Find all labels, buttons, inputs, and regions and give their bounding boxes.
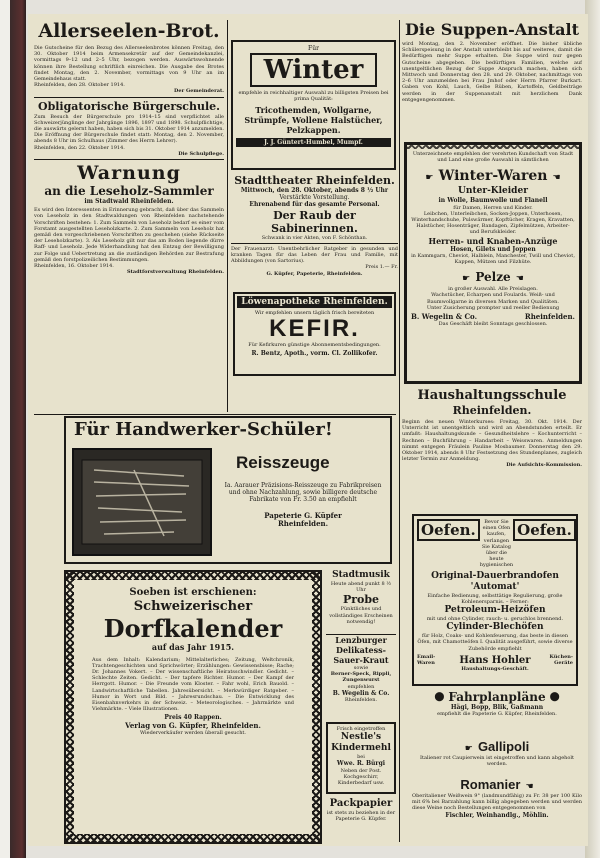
winter-pre: Für xyxy=(308,45,319,52)
kalender-publisher: Verlag von G. Küpfer, Rheinfelden. xyxy=(125,720,261,730)
divider xyxy=(34,159,224,160)
handwerker-product: Reisszeuge xyxy=(236,453,330,472)
allerseelen-date: Rheinfelden, den 28. Oktober 1914. xyxy=(34,82,125,89)
fahrplan-ad xyxy=(412,690,582,734)
oefen-foot: Haushaltungs-Geschäft. xyxy=(461,666,529,673)
handwerker-ad xyxy=(64,416,392,564)
packpapier-ad xyxy=(326,798,396,842)
winterwaren-list: Leibchen, Unterleibchen, Socken-Joppen, Unterhosen, Winterhandschuhe, Pulswärmer, Kopftücher, Kragen, Kravatten, Halstücher, Hosenträger, Bandagen, Zipfelmützen, Arbeiter- und Berufskleider. xyxy=(411,210,575,236)
sauerkraut-text: Berner-Speck, Rippli, Zungenwurst xyxy=(330,671,392,684)
theater-section xyxy=(231,174,398,286)
border-ornament xyxy=(312,572,320,842)
theater-sub: Verstärkte Vorstellung. xyxy=(279,194,350,202)
allerseelen-sign: Der Gemeinderat. xyxy=(174,88,224,95)
haushalt-title: Haushaltungsschule xyxy=(417,388,567,403)
winterwaren-pelze2: Wachstücher, Echarpen und Foulards. Weiß- und Baumwollgarne in diversen Marken und Qualitäten. xyxy=(427,292,559,305)
apotheke-product: KEFIR. xyxy=(269,315,360,343)
winter-title: Winter xyxy=(263,55,364,86)
handwerker-place: Rheinfelden. xyxy=(277,519,329,529)
compass-set-icon xyxy=(74,450,210,554)
bullet-icon: ⬤ xyxy=(434,692,445,702)
sauerkraut-text2: empfehlen xyxy=(347,683,375,690)
winter-frame xyxy=(250,53,377,87)
oefen-intro: Bevor Sie einen Ofen kaufen, verlangen Sie Katalog über die heute hygienischen xyxy=(479,519,514,569)
border-ornament xyxy=(407,145,579,149)
hand-left-icon: ☚ xyxy=(525,782,534,792)
winterwaren-sub1c: für Damen, Herren und Kinder. xyxy=(453,204,533,211)
apotheke-title: Löwenapotheke Rheinfelden. xyxy=(237,296,392,308)
theater-date: Mittwoch, den 28. Oktober, abends 8 ½ Uhr xyxy=(240,187,389,194)
winter-sign: J. J. Güntert-Humbel, Mumpf. xyxy=(236,138,391,147)
haushalt-text: Beginn des neuen Winterkurses: Freitag, 30. Okt. 1914. Der Unterricht ist unentgeltlich und wird an Abendstunden erteilt. Er umfaßt: Haushaltungskunde – Gesundheitslehre – Kochunterricht – Rechnen – Buchführung – Handarbeit – Weisswaren. Anmeldungen nimmt entgegen Fräulein Pauline Mosbaumer. Donnerstag den 29. Oktober 1914, abends 8 Uhr Festsetzung des Stundenplanes, zugleich letzter Termin zur Anmeldung. xyxy=(402,419,582,463)
winterwaren-sign-place: Rheinfelden. xyxy=(524,312,575,322)
border-ornament xyxy=(66,834,320,842)
theater-title: Stadttheater Rheinfelden. xyxy=(234,174,395,187)
nestle-ad xyxy=(326,722,396,794)
column-rule xyxy=(399,20,400,842)
winterwaren-sign: B. Wegelin & Co. xyxy=(411,312,478,322)
handwerker-title: Für Handwerker-Schüler! xyxy=(74,419,333,440)
packpapier-text: ist stets zu beziehen in der Papeterie G. Küpfer. xyxy=(326,810,396,823)
fahrplan-header xyxy=(412,690,582,704)
kalender-text: Aus dem Inhalt: Kalendarium; Mittelalterliches; Zeitung, Weltchronik, Trachtengeschichten und Sprichwörter; Erzählungen: Gewissensbisse; Rache; Dr. Johannes Vokert. – Der wissenschaftliche Heiratsschwindler. Gedicht. – Schlechte Zeiten. Gedicht. – Der tapfere Richter. Humor. – Der Kampf der Herrgott. Humor. – Die Freunde vom Kloster. – Fahr wohl, Erich Bauold. – Landwirtschaftliche Tabellen. Jahresübersicht. – Merkwürdiger Ratgeber. – Humor in Wort und Bild. – Jahresrundschau. – Die Entwicklung des Eisenbahnverkehrs in der Schweiz. – Meteorologisches. – Jahrmärkte und Viehmärkte. – Viele Illustrationen. xyxy=(92,656,294,713)
stadtmusik-probe: Probe xyxy=(342,593,380,607)
stadtmusik-ad xyxy=(326,570,396,630)
winterwaren-sign-row xyxy=(411,313,575,321)
oefen-text2: mit und ohne Cylinder, rauch- u. geruchlos brennend. xyxy=(426,616,564,623)
winterwaren-pelze3: Unter Zusicherung prompter und reeller Bedienung xyxy=(426,304,560,311)
book-spine xyxy=(0,0,26,858)
hand-right-icon: ☚ xyxy=(515,274,524,285)
nestle-sign: Wwe. R. Bürgi xyxy=(336,760,386,768)
romanier-title: Romanier xyxy=(460,777,521,792)
haushalt-sign: Die Aufsichts-Kommission. xyxy=(506,462,582,469)
suppe-title: Die Suppen-Anstalt xyxy=(405,20,579,39)
column-rule xyxy=(227,20,228,412)
stadtmusik-title: Stadtmusik xyxy=(332,570,390,580)
handwerker-sign: Papeterie G. Küpfer xyxy=(264,510,342,520)
romanier-text: Oberitaliener Weißwein 9° (landmundfähig) zu Fr. 38 per 100 Kilo mit 6% bei Barzahlung kann billig abgegeben werden und werden diese Weine noch Bestellungen entgegenommen von xyxy=(412,793,582,812)
kalender-foot: Wiederverkäufer werden überall gesucht. xyxy=(139,729,247,736)
allerseelen-title: Allerseelen-Brot. xyxy=(38,20,220,42)
nestle-text: Neben der Post. Kochgeschirr, Kinderbedarf usw. xyxy=(337,767,385,787)
handwerker-text: Ia. Aarauer Präzisions-Reisszeuge zu Fabrikpreisen und ohne Nachzahlung, sowie billigere deutsche Fabrikate von Fr. 3.50 an empfiehlt xyxy=(224,482,382,504)
oefen-left: Oefen. xyxy=(417,519,480,541)
apotheke-sign: R. Bentz, Apoth., vorm. Cl. Zollikofer. xyxy=(251,350,378,358)
oefen-sign-left: Email-Waren xyxy=(417,653,436,667)
warnung-date: Rheinfelden, 16. Oktober 1914. xyxy=(34,263,114,270)
winterwaren-pelzetext: in großer Auswahl. Alle Preislagen. xyxy=(448,286,538,293)
oefen-sign: Hans Hohler xyxy=(459,654,531,666)
row-rule xyxy=(34,414,396,415)
oefen-ad xyxy=(412,514,578,686)
border-ornament xyxy=(66,572,320,580)
hand-right-icon: ☛ xyxy=(464,744,473,754)
gallipoli-ad xyxy=(412,736,582,772)
warnung-text: Es wird den Interessenten in Erinnerung gebracht, daß über das Sammeln von Leseholz in den Stadtwaldungen von Rheinfelden nachstehende Vorschriften bestehen: 1. Zum Sammeln von Leseholz bedarf es einer vom Forstamt ausgestellten Leseholzkarte. 2. Zum Sammeln von Leseholz hat gemäß den vorgeschriebenen Vorschriften zu geschehen (siehe Rückseite der Leseholzkarte). 3. Als Leseholz gilt nur das am Boden liegende dürre Raff- und Leseholz. Jede Widerhandlung hat den Entzug der Bewilligung zur Folge und Uebertretung an die zuständigen Behörden zur Bestrafung gemäß den forstpolizeilichen Bestimmungen. xyxy=(34,207,224,263)
kalender-title: Dorfkalender xyxy=(103,614,283,643)
warnung-title: Warnung xyxy=(77,162,181,185)
haushalt-section xyxy=(402,388,582,514)
buergerschule-title: Obligatorische Bürgerschule. xyxy=(37,99,221,113)
winter-ad xyxy=(231,40,396,170)
theater-text: Der Frauenarzt: Unentbehrlicher Ratgeber in gesunden und kranken Tagen für das Leben der Frau und Familie, mit Abbildungen (von Sartorius). xyxy=(231,245,398,265)
winterwaren-sub1: Unter-Kleider xyxy=(458,186,528,197)
warnung-sign: Stadtforstverwaltung Rheinfelden. xyxy=(127,269,224,276)
fahrplan-text: Hägi, Bopp, Blik, Gaßmann xyxy=(450,704,544,711)
oefen-heiz: Petroleum-Heizöfen xyxy=(444,605,546,616)
oefen-text3: für Holz, Coaks- und Kohlenfeuerung, das beste in diesen Öfen, mit Chamotteöfen I. Qualität ausgeführt, sowie diverse Zubehörde empfiehlt xyxy=(417,633,573,652)
nestle-pre: Frisch eingetroffen xyxy=(336,726,386,732)
haushalt-place: Rheinfelden. xyxy=(452,404,532,417)
romanier-ad xyxy=(412,774,582,844)
divider xyxy=(231,243,398,244)
theater-seller: G. Küpfer, Papeterie, Rheinfelden. xyxy=(266,270,363,277)
buergerschule-date: Rheinfelden, den 22. Oktober 1914. xyxy=(34,144,125,151)
oefen-header xyxy=(417,519,573,569)
winter-items: Tricothemden, Wollgarne, Strümpfe, Wollene Halstücher, Pelzkappen. xyxy=(244,104,383,135)
winterwaren-intro: Unterzeichnete empfehlen der verehrten Kundschaft von Stadt und Land eine große Auswahl in sämtlichen xyxy=(412,151,574,164)
kalender-line1: Soeben ist erschienen: xyxy=(129,587,257,598)
oefen-sign-row xyxy=(417,654,573,666)
border-ornament xyxy=(66,572,74,842)
handwerker-body xyxy=(218,452,388,560)
stadtmusik-text: Heute abend punkt 8 ½ Uhr xyxy=(330,581,392,594)
oefen-right: Oefen. xyxy=(513,519,576,541)
sauerkraut-sign: B. Wegelin & Co. xyxy=(332,689,390,697)
warnung-place: im Stadtwald Rheinfelden. xyxy=(84,198,174,206)
hand-right-icon: ☚ xyxy=(552,173,561,184)
stadtmusik-text2: Pünktliches und vollständiges Erscheinen notwendig! xyxy=(329,606,393,625)
fahrplan-title: Fahrplanpläne xyxy=(448,690,546,704)
theater-price: Preis 1.— Fr. xyxy=(365,264,398,271)
apotheke-ad xyxy=(233,292,396,376)
apotheke-text2: Für Kefirkuren günstige Abonnementsbedingungen. xyxy=(248,342,381,349)
kalender-year: auf das Jahr 1915. xyxy=(151,642,235,652)
oefen-text: Einfache Bedienung, selbsttätige Regulierung, große Kohlenersparnis. – Ferner: xyxy=(427,592,563,605)
winterwaren-sub2: Herren- und Knaben-Anzüge xyxy=(428,235,558,246)
theater-play: Der Raub der Sabinerinnen. xyxy=(271,208,358,235)
suppe-section xyxy=(402,20,582,142)
kalender-price: Preis 40 Rappen. xyxy=(164,714,222,722)
bullet-icon: ⬤ xyxy=(549,692,560,702)
left-column xyxy=(34,20,224,415)
romanier-sign: Fischler, Weinhandlg., Möhlin. xyxy=(445,811,549,819)
sauerkraut-title: Lenzburger Delikatess-Sauer-Kraut xyxy=(333,635,389,665)
kalender-line2: Schweizerischer xyxy=(133,599,253,614)
sauerkraut-place: Rheinfelden. xyxy=(344,697,378,704)
winterwaren-foot: Das Geschäft bleibt Sonntags geschlossen. xyxy=(438,321,548,328)
newspaper-page xyxy=(28,14,588,846)
apotheke-text: Wir empfehlen unsern täglich frisch bereiteten xyxy=(254,310,375,316)
fahrplan-text2: empfiehlt die Papeterie G. Küpfer, Rheinfelden. xyxy=(437,711,557,718)
sauerkraut-sub: sowie xyxy=(353,665,369,671)
winterwaren-pelze: Pelze xyxy=(475,270,511,285)
gallipoli-text: Italiener rot Caupierwein ist eingetroffen und kann abgeholt werden. xyxy=(420,755,574,768)
sauerkraut-ad xyxy=(326,634,396,720)
winterwaren-title: Winter-Waren xyxy=(438,168,548,185)
hand-left-icon: ☛ xyxy=(425,173,434,184)
theater-guest: Ehrenabend für das gesamte Personal. xyxy=(249,201,380,209)
theater-genre: Schwank in vier Akten, von F. Schönthan. xyxy=(261,234,368,241)
winterwaren-sub1b: in Wolle, Baumwolle und Flanell xyxy=(438,197,548,205)
oefen-title: Original-Dauerbrandofen 'Automat' xyxy=(431,570,559,592)
oefen-sign-right: Küchen-Geräte xyxy=(549,653,573,667)
buergerschule-text: Zum Besuch der Bürgerschule pro 1914–15 sind verpflichtet alle Schweizerjünglinge der Jahrgänge 1896, 1897 und 1898. Schulpflichtige, die auswärts gelernt haben, haben sich bis 31. Oktober 1914 anzumelden. Die Eröffnung der Bürgerschule findet statt: Montag, den 2. November, abends 8 Uhr im Schulhaus (Zimmer des Herrn Lehrer). xyxy=(34,113,224,145)
oefen-cyl: Cylinder-Blechöfen xyxy=(446,622,544,633)
winter-text: empfehle in reichhaltiger Auswahl zu billigsten Preisen bei prima Qualität: xyxy=(238,90,389,103)
divider xyxy=(34,97,224,98)
hand-left-icon: ☛ xyxy=(462,274,471,285)
gallipoli-title: Gallipoli xyxy=(477,739,530,754)
winterwaren-text3: in Kammgarn, Cheviot, Halblein, Manchester, Twill und Cheviot, Kappen, Mützen und Filzhüte. xyxy=(411,252,575,266)
winterwaren-ad xyxy=(404,142,582,384)
winterwaren-sub3: Hosen, Gilets und Joppen xyxy=(450,245,536,253)
nestle-title: Nestle's Kindermehl xyxy=(331,732,391,754)
allerseelen-text: Die Gutscheine für den Bezug des Allerseelenbrotes können Freitag, den 30. Oktober 1914 beim Armensekretär auf der Gemeindekanzlei, vormittags 9–12 und 2–5 Uhr, bezogen werden. Auswärtswohnende können ihre Bestellung schriftlich einreichen. Die Ausgabe des Brotes findet Montag, den 2. November, vormittags von 9 Uhr an im Gemeindehaus statt. xyxy=(34,45,224,83)
buergerschule-sign: Die Schulpflege. xyxy=(178,150,224,157)
kalender-ad xyxy=(64,570,322,844)
nestle-mid: bei xyxy=(357,754,365,761)
warnung-subtitle: an die Leseholz-Sammler xyxy=(44,184,214,199)
suppe-text: wird Montag, den 2. November eröffnet. Die bisher übliche Schülerspeisung in der Anstalt unterbleibt bis auf weiteres, damit die Bedürftigen mehr Suppe erhalten. Die Suppe wird nur gegen Gutscheine abgegeben. Die bedürftigen Familien, welche auf unentgeltlichen Bezug der Suppe Anspruch machen, haben sich Mittwoch und Donnerstag den 28. und 29. Oktober, nachmittags von 2–6 Uhr anzumelden bei Frau Jmhof oder Herrn Pfarrer Burkart. Gaben von Kohl, Lauch, Gelbe Rüben, Kartoffeln, Geldbeiträge werden in der Suppenanstalt mit herzlichem Dank entgegengenommen. xyxy=(402,41,582,103)
packpapier-title: Packpapier xyxy=(329,798,393,809)
reisszeug-image xyxy=(72,448,212,556)
